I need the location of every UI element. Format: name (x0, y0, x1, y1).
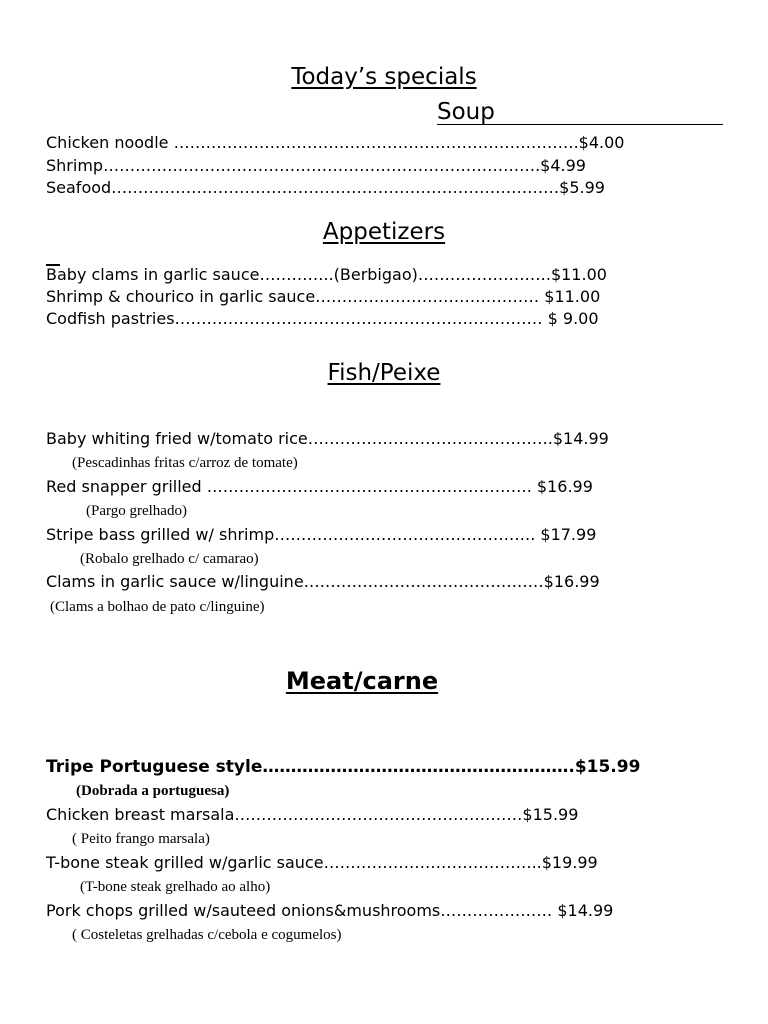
page-title: Today’s specials (291, 64, 477, 90)
section-heading-appetizers: Appetizers (322, 219, 446, 245)
menu-item-translation: (Pescadinhas fritas c/arroz de tomate) (72, 455, 298, 471)
menu-item-translation: (Pargo grelhado) (86, 503, 187, 519)
menu-item-translation: (Robalo grelhado c/ camarao) (80, 551, 259, 567)
menu-item-translation: (Dobrada a portuguesa) (76, 783, 230, 799)
menu-item-red-snapper: Red snapper grilled ……………………………………………………. $16.99 (46, 477, 593, 496)
section-heading-meat: Meat/carne (285, 667, 439, 695)
menu-item-translation: (T-bone steak grelhado ao alho) (80, 879, 271, 895)
menu-item-translation: (Clams a bolhao de pato c/linguine) (50, 599, 265, 615)
menu-item-chicken-marsala: Chicken breast marsala………………………………………………$15.99 (46, 805, 579, 824)
menu-item-shrimp-soup: Shrimp……………………………………………………………………….$4.99 (46, 156, 586, 175)
menu-item-codfish-pastries: Codfish pastries…………………………………………………………… $ 9.00 (46, 309, 599, 328)
menu-item-shrimp-chourico: Shrimp & chourico in garlic sauce…………………………………… $11.00 (46, 287, 601, 306)
soup-heading-underline (437, 124, 723, 125)
section-heading-fish: Fish/Peixe (327, 360, 441, 386)
menu-item-stripe-bass: Stripe bass grilled w/ shrimp…………………………………………. $17.99 (46, 525, 597, 544)
menu-item-chicken-noodle: Chicken noodle ………………………………………………………………….$4.00 (46, 133, 625, 152)
menu-item-clams-linguine: Clams in garlic sauce w/linguine………………………………………$16.99 (46, 572, 600, 591)
menu-item-seafood-soup: Seafood…………………………………………………………………………$5.99 (46, 178, 605, 197)
menu-item-translation: ( Peito frango marsala) (72, 831, 210, 847)
menu-item-t-bone-steak: T-bone steak grilled w/garlic sauce…………………………………..$19.99 (46, 853, 598, 872)
menu-item-tripe: Tripe Portuguese style……………………………………………….$15.99 (46, 757, 641, 777)
section-heading-soup: Soup (437, 99, 495, 125)
menu-item-baby-whiting: Baby whiting fried w/tomato rice……………………………………….$14.99 (46, 429, 609, 448)
menu-item-translation: ( Costeletas grelhadas c/cebola e cogumelos) (72, 927, 342, 943)
menu-item-pork-chops: Pork chops grilled w/sauteed onions&mushrooms………………… $14.99 (46, 901, 614, 920)
menu-item-baby-clams: Baby clams in garlic sauce…………..(Berbigao)…………………….$11.00 (46, 265, 607, 284)
